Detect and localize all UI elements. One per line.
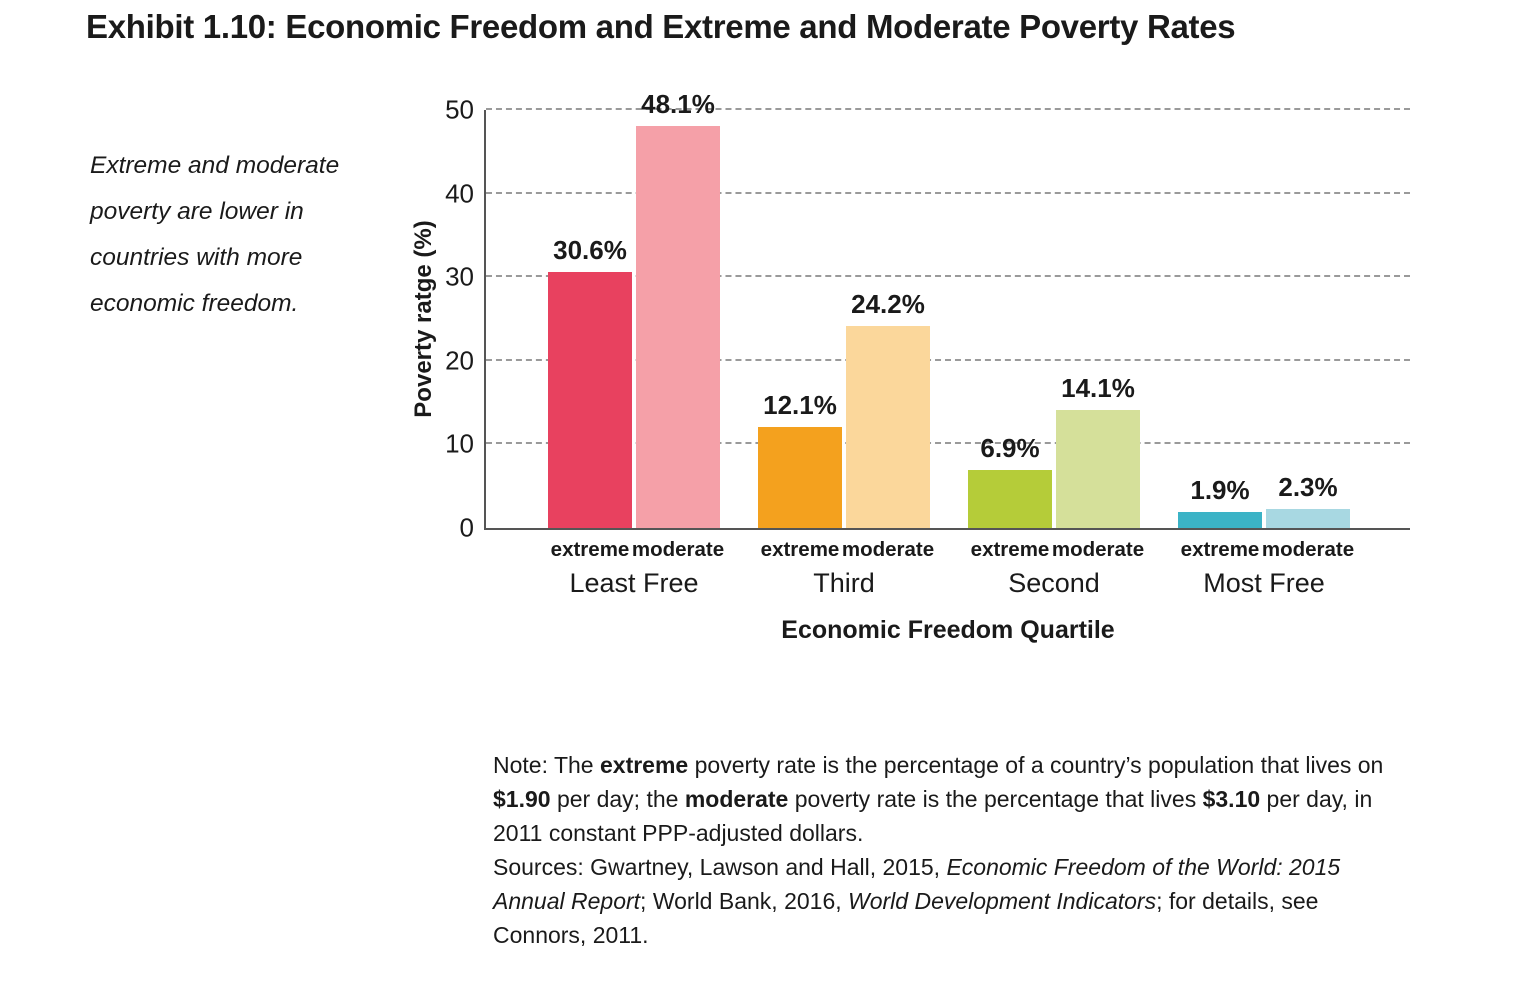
x-tick-label: extreme	[1180, 538, 1260, 561]
bar-moderate	[1261, 471, 1355, 561]
footnote-source-title-1: Economic Freedom of the World: 2015 Annual Report	[493, 854, 1341, 915]
x-group-label: Third	[813, 568, 875, 598]
footnote-source-title-2: World Development Indicators	[848, 888, 1157, 915]
x-group-label: Second	[1008, 568, 1100, 598]
bar-value-label: 14.1%	[1061, 373, 1135, 404]
y-tick-label: 50	[445, 94, 474, 125]
footnote-amount-310: $3.10	[1202, 786, 1261, 813]
footnote-sources-end: ; for details, see Connors, 2011.	[493, 888, 1319, 949]
bar-moderate	[1051, 373, 1145, 561]
bar-value-label: 2.3%	[1278, 471, 1338, 502]
x-tick-label: moderate	[631, 538, 725, 561]
footnote-sources	[493, 850, 1413, 952]
bar-value-label: 24.2%	[851, 288, 925, 319]
footnote-note	[493, 748, 1413, 850]
bar-value-label: 48.1%	[641, 88, 715, 119]
footnote-term-extreme: extreme	[599, 752, 689, 778]
x-group-label: Least Free	[569, 568, 699, 598]
bar-moderate	[841, 288, 935, 561]
x-axis-label: Economic Freedom Quartile	[781, 616, 1115, 644]
y-tick-label: 10	[445, 428, 474, 459]
footnote-note-mid2: per day; the	[550, 786, 685, 813]
bar-value-label: 12.1%	[763, 389, 837, 420]
bar-extreme	[1178, 475, 1262, 561]
y-tick-label: 30	[445, 261, 474, 292]
bar-moderate	[631, 88, 725, 561]
y-tick-label: 20	[445, 345, 474, 376]
plot-area	[410, 88, 1410, 644]
bar-value-label: 6.9%	[980, 433, 1040, 464]
x-tick-label: extreme	[550, 538, 630, 561]
footnote-term-moderate: moderate	[684, 786, 789, 813]
bar-group	[1178, 110, 1358, 598]
bar-group	[968, 110, 1148, 598]
footnote-amount-190: $1.90	[493, 786, 551, 813]
x-group-label: Most Free	[1203, 568, 1325, 598]
bar-value-label: 1.9%	[1190, 475, 1250, 506]
x-tick-label: moderate	[1051, 538, 1145, 561]
footnote-sources-prefix: Sources: Gwartney, Lawson and Hall, 2015,	[493, 854, 947, 881]
footnote-note-mid3: poverty rate is the percentage that lives	[788, 786, 1203, 813]
y-tick-label: 40	[445, 178, 474, 209]
x-tick-label: moderate	[841, 538, 935, 561]
bar-value-label: 30.6%	[553, 235, 627, 266]
x-tick-label: extreme	[970, 538, 1050, 561]
bar-group	[548, 88, 728, 598]
footnote-note-mid1: poverty rate is the percentage of a country’s population that lives on	[688, 752, 1384, 778]
bar-extreme	[758, 389, 842, 561]
footnote-note-end: per day, in 2011 constant PPP-adjusted dollars.	[493, 786, 1373, 847]
footnote	[493, 748, 1413, 952]
x-tick-label: extreme	[760, 538, 840, 561]
side-caption: Extreme and moderate poverty are lower in countries with more economic freedom.	[90, 152, 340, 318]
footnote-sources-mid: ; World Bank, 2016,	[640, 888, 849, 915]
x-tick-label: moderate	[1261, 538, 1355, 561]
y-axis-label: Poverty ratge (%)	[410, 220, 437, 418]
y-tick-label: 0	[459, 512, 474, 543]
page-title: Exhibit 1.10: Economic Freedom and Extreme and Moderate Poverty Rates	[86, 8, 1236, 45]
footnote-note-prefix: Note: The	[493, 752, 600, 778]
bar-group	[758, 110, 938, 598]
bar-chart	[400, 88, 1410, 644]
bar-extreme	[548, 235, 632, 561]
bar-groups	[486, 88, 1410, 598]
bar-extreme	[968, 433, 1052, 561]
